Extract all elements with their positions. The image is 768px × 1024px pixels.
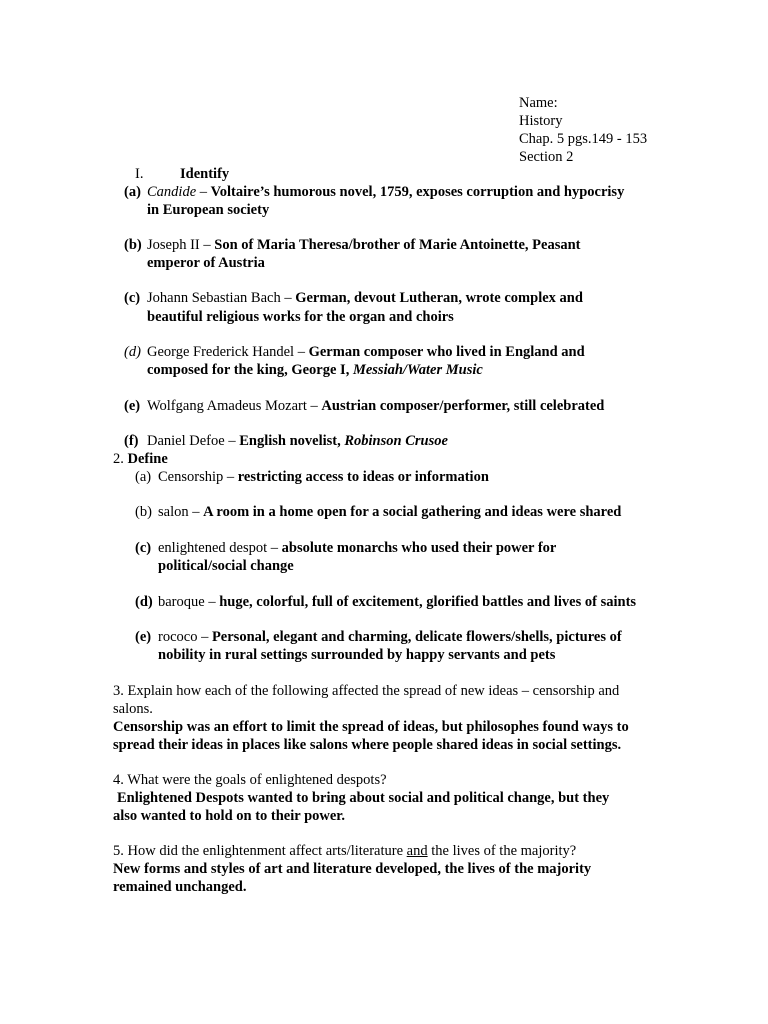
- dash: –: [223, 469, 238, 485]
- term: Daniel Defoe: [147, 433, 225, 449]
- part1-item-c-cont: beautiful religious works for the organ and choirs: [147, 309, 454, 325]
- term: Candide: [147, 184, 197, 200]
- part1-item-b-text: [147, 236, 580, 254]
- part1-item-d-label: (d): [124, 344, 141, 360]
- part1-item-d-text: [147, 343, 585, 361]
- dash: –: [280, 290, 296, 306]
- term: Johann Sebastian Bach: [147, 290, 281, 306]
- definition: Voltaire’s humorous novel, 1759, exposes corruption and hypocrisy: [210, 184, 625, 200]
- part1-item-e-text: [147, 397, 604, 415]
- definition: restricting access to ideas or information: [237, 469, 489, 485]
- definition: absolute monarchs who used their power for: [281, 540, 557, 556]
- dash: –: [196, 184, 211, 200]
- part1-item-f-label: (f): [124, 433, 139, 449]
- part1-item-a-label: (a): [124, 184, 141, 200]
- dash: –: [204, 594, 220, 610]
- term: baroque: [158, 594, 205, 610]
- section-line: Section 2: [519, 149, 574, 165]
- header-block: [519, 94, 647, 166]
- part2-item-b-text: [158, 503, 621, 521]
- part1-item-b-cont: emperor of Austria: [147, 255, 265, 271]
- novel-title: Robinson Crusoe: [344, 433, 448, 449]
- dash: –: [199, 237, 215, 253]
- part2-item-a-label: (a): [135, 469, 152, 485]
- definition-cont: composed for the king, George I,: [147, 362, 353, 378]
- dash: –: [224, 433, 240, 449]
- dash: –: [188, 504, 204, 520]
- q5-answer-line1: New forms and styles of art and literature developed, the lives of the majority: [113, 861, 592, 877]
- term: Wolfgang Amadeus Mozart: [147, 398, 307, 414]
- part2-item-d-text: [158, 593, 636, 611]
- q5-question-post: the lives of the majority?: [427, 843, 577, 859]
- dash: –: [294, 344, 309, 360]
- part1-item-d-cont: [147, 361, 483, 379]
- part1-numeral: I.: [135, 166, 144, 182]
- part1-item-c-text: [147, 289, 583, 307]
- q3-answer-line2: spread their ideas in places like salons where people shared ideas in social settings.: [113, 737, 622, 753]
- definition: A room in a home open for a social gathering and ideas were shared: [203, 504, 622, 520]
- definition: Son of Maria Theresa/brother of Marie Antoinette, Peasant: [214, 237, 581, 253]
- term: Censorship: [158, 469, 224, 485]
- chapter-line: Chap. 5 pgs.149 - 153: [519, 131, 648, 147]
- q5-question-underlined: and: [406, 843, 428, 859]
- q5-question-pre: 5. How did the enlightenment affect arts/literature: [113, 843, 407, 859]
- q3-question-line1: 3. Explain how each of the following affected the spread of new ideas – censorship and: [113, 683, 620, 699]
- name-line: Name:: [519, 95, 558, 111]
- definition: English novelist,: [239, 433, 345, 449]
- q4-answer-line1: Enlightened Despots wanted to bring about social and political change, but they: [117, 790, 610, 806]
- definition: Personal, elegant and charming, delicate flowers/shells, pictures of: [211, 629, 622, 645]
- part2-number: 2.: [113, 451, 128, 467]
- definition: German, devout Lutheran, wrote complex and: [295, 290, 583, 306]
- q5-question: [113, 842, 576, 860]
- q3-question-line2: salons.: [113, 701, 153, 717]
- part1-item-c-label: (c): [124, 290, 141, 306]
- part1-item-a-cont: in European society: [147, 202, 270, 218]
- part2-item-a-text: [158, 468, 489, 486]
- q5-answer-line2: remained unchanged.: [113, 879, 247, 895]
- part2-item-e-label: (e): [135, 629, 152, 645]
- part2-item-e-text: [158, 628, 622, 646]
- term: George Frederick Handel: [147, 344, 295, 360]
- q4-answer-line2: also wanted to hold on to their power.: [113, 808, 346, 824]
- part1-item-f-text: [147, 432, 448, 450]
- dash: –: [267, 540, 282, 556]
- definition: huge, colorful, full of excitement, glorified battles and lives of saints: [219, 594, 637, 610]
- term: enlightened despot: [158, 540, 268, 556]
- term: salon: [158, 504, 189, 520]
- part2-item-d-label: (d): [135, 594, 153, 610]
- part2-item-e-cont: nobility in rural settings surrounded by happy servants and pets: [158, 647, 556, 663]
- part2-title: Define: [127, 451, 168, 467]
- part2-item-c-text: [158, 539, 556, 557]
- subject-line: History: [519, 113, 563, 129]
- dash: –: [197, 629, 212, 645]
- part1-item-e-label: (e): [124, 398, 141, 414]
- term: rococo: [158, 629, 198, 645]
- part2-item-c-cont: political/social change: [158, 558, 294, 574]
- term: Joseph II: [147, 237, 200, 253]
- q4-question: 4. What were the goals of enlightened despots?: [113, 772, 387, 788]
- works-title: Messiah/Water Music: [352, 362, 483, 378]
- part1-item-a-text: [147, 183, 624, 201]
- part1-item-b-label: (b): [124, 237, 142, 253]
- part2-item-b-label: (b): [135, 504, 152, 520]
- part1-heading: Identify: [180, 166, 230, 182]
- part2-item-c-label: (c): [135, 540, 152, 556]
- q3-answer-line1: Censorship was an effort to limit the spread of ideas, but philosophes found ways to: [113, 719, 629, 735]
- dash: –: [306, 398, 322, 414]
- definition: Austrian composer/performer, still celebrated: [321, 398, 605, 414]
- definition: German composer who lived in England and: [308, 344, 585, 360]
- part2-heading: [113, 450, 168, 468]
